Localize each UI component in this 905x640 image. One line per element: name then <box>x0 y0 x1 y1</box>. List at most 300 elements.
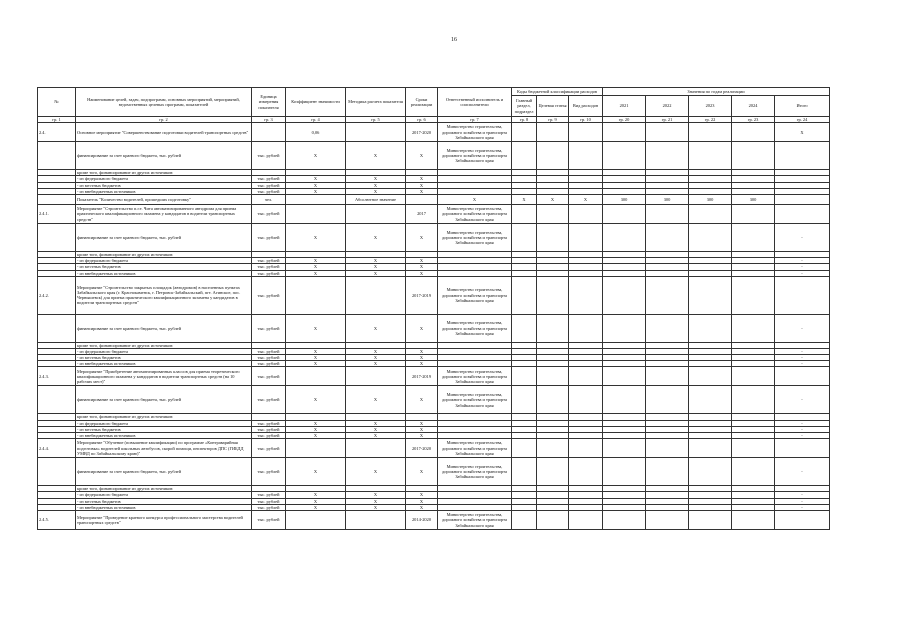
row-unit: тыс. рублей <box>252 223 286 251</box>
col-budget-group: Коды бюджетной классификации расходов <box>512 88 603 96</box>
row-exec: Министерство строительства, дорожного хозяйства и транспорта Забайкальского края <box>438 314 512 342</box>
row-method: Х <box>346 361 406 367</box>
row-total: - <box>775 426 830 432</box>
row-name: Мероприятие "Строительство п.г.т. Чита автоматизированного автодрома для приема практического квалификационного экзамена у кандидатов в водители транспортных средств" <box>76 204 252 223</box>
row-method: Х <box>346 264 406 270</box>
row-method: Х <box>346 270 406 276</box>
row-total: - <box>775 348 830 354</box>
row-total: - <box>775 492 830 498</box>
row-name: Основное мероприятие "Совершенствование подготовки водителей транспортных средств" <box>76 123 252 142</box>
row-total <box>775 276 830 314</box>
page-number: 16 <box>451 37 457 43</box>
row-total: - <box>775 386 830 414</box>
row-term: Х <box>406 420 438 426</box>
row-term: 2017-2020 <box>406 439 438 458</box>
row-method: Абсолютное значение <box>346 194 406 204</box>
row-unit: тыс. рублей <box>252 348 286 354</box>
row-name: - из местных бюджетов <box>76 264 252 270</box>
row-unit: тыс. рублей <box>252 426 286 432</box>
table-row <box>38 458 830 486</box>
row-2021 <box>603 458 646 486</box>
table-row <box>38 194 830 204</box>
row-method <box>346 276 406 314</box>
row-budget-target <box>537 439 569 458</box>
row-coef <box>286 510 346 529</box>
row-budget-target <box>537 510 569 529</box>
row-term: 2017-2019 <box>406 367 438 386</box>
row-budget-target: Х <box>537 194 569 204</box>
row-exec: Х <box>438 194 512 204</box>
row-budget-section <box>512 458 537 486</box>
row-method: Х <box>346 142 406 170</box>
column-number: гр. 2 <box>76 117 252 123</box>
column-number: гр. 9 <box>537 117 569 123</box>
row-method <box>346 204 406 223</box>
row-method: Х <box>346 258 406 264</box>
row-2023 <box>689 367 732 386</box>
row-name: Показатель "Количество водителей, прошедших подготовку" <box>76 194 252 204</box>
table-row <box>38 276 830 314</box>
row-coef: Х <box>286 176 346 182</box>
row-coef: Х <box>286 426 346 432</box>
row-coef: Х <box>286 348 346 354</box>
row-2022 <box>646 439 689 458</box>
row-2023 <box>689 204 732 223</box>
row-total: - <box>775 223 830 251</box>
row-total <box>775 142 830 170</box>
row-name: Мероприятие "Обучение (повышение квалификации) по программе «Контраварийная подготовка» водителей школьных автобусов, скорой помощи, инспекторов ДПС (ГИБДД УМВД по Забайкальскому краю)" <box>76 439 252 458</box>
row-2024 <box>732 458 775 486</box>
row-name: Мероприятие "Проведение краевого конкурса профессионального мастерства водителей транспортных средств" <box>76 510 252 529</box>
row-exec: Министерство строительства, дорожного хозяйства и транспорта Забайкальского края <box>438 367 512 386</box>
row-2022 <box>646 510 689 529</box>
row-budget-kind: Х <box>569 194 603 204</box>
row-coef <box>286 194 346 204</box>
row-method: Х <box>346 504 406 510</box>
row-2021 <box>603 223 646 251</box>
row-term: 2017-2020 <box>406 123 438 142</box>
row-unit: тыс. рублей <box>252 498 286 504</box>
row-total: - <box>775 355 830 361</box>
row-budget-target <box>537 204 569 223</box>
table-row <box>38 367 830 386</box>
row-unit: тыс. рублей <box>252 204 286 223</box>
row-coef: Х <box>286 258 346 264</box>
row-2021 <box>603 510 646 529</box>
row-exec: Министерство строительства, дорожного хозяйства и транспорта Забайкальского края <box>438 439 512 458</box>
row-budget-target <box>537 223 569 251</box>
row-number <box>38 223 76 251</box>
row-name: - из местных бюджетов <box>76 498 252 504</box>
row-2023: 300 <box>689 194 732 204</box>
row-total <box>775 194 830 204</box>
row-budget-kind <box>569 439 603 458</box>
row-2023 <box>689 458 732 486</box>
row-method: Х <box>346 492 406 498</box>
row-budget-section <box>512 223 537 251</box>
row-number: 2.4.5. <box>38 510 76 529</box>
row-budget-kind <box>569 458 603 486</box>
row-method: Х <box>346 498 406 504</box>
row-exec: Министерство строительства, дорожного хозяйства и транспорта Забайкальского края <box>438 204 512 223</box>
table-row <box>38 314 830 342</box>
row-coef: 0,06 <box>286 123 346 142</box>
row-budget-target <box>537 458 569 486</box>
row-term: Х <box>406 504 438 510</box>
row-budget-kind <box>569 123 603 142</box>
row-budget-kind <box>569 276 603 314</box>
row-name: Мероприятие "Приобретение автоматизированных классов для приема теоретического квалификационного экзамена у кандидатов в водители транспортных средств (на 10 рабочих мест)" <box>76 367 252 386</box>
table-row <box>38 204 830 223</box>
row-total <box>775 204 830 223</box>
row-budget-kind <box>569 367 603 386</box>
col-b-target: Целевая статья <box>537 96 569 117</box>
row-number <box>38 142 76 170</box>
row-2023 <box>689 439 732 458</box>
row-name: кроме того, финансирование из других источников: <box>76 342 252 348</box>
row-exec: Министерство строительства, дорожного хозяйства и транспорта Забайкальского края <box>438 276 512 314</box>
row-total <box>775 367 830 386</box>
row-unit: тыс. рублей <box>252 182 286 188</box>
row-unit: тыс. рублей <box>252 314 286 342</box>
row-exec: Министерство строительства, дорожного хозяйства и транспорта Забайкальского края <box>438 386 512 414</box>
row-budget-section <box>512 314 537 342</box>
row-name: - из внебюджетных источников <box>76 361 252 367</box>
table-row <box>38 386 830 414</box>
row-budget-target <box>537 386 569 414</box>
row-term: Х <box>406 182 438 188</box>
row-term: Х <box>406 142 438 170</box>
table-row <box>38 142 830 170</box>
column-number: гр. 21 <box>646 117 689 123</box>
column-number: гр. 3 <box>252 117 286 123</box>
col-2024: 2024 <box>732 96 775 117</box>
row-unit: тыс. рублей <box>252 492 286 498</box>
row-term: Х <box>406 426 438 432</box>
row-coef: Х <box>286 492 346 498</box>
row-term: Х <box>406 361 438 367</box>
row-2024 <box>732 439 775 458</box>
row-name: финансирование за счет краевого бюджета, тыс. рублей <box>76 142 252 170</box>
col-coef: Коэффициент значимости <box>286 88 346 117</box>
row-2021 <box>603 386 646 414</box>
row-2021 <box>603 276 646 314</box>
row-term: Х <box>406 264 438 270</box>
row-budget-target <box>537 367 569 386</box>
row-term: 2017 <box>406 204 438 223</box>
row-total: - <box>775 504 830 510</box>
row-2024 <box>732 223 775 251</box>
row-number: 2.4.2. <box>38 276 76 314</box>
row-total: - <box>775 433 830 439</box>
row-budget-section <box>512 123 537 142</box>
row-name: финансирование за счет краевого бюджета, тыс. рублей <box>76 223 252 251</box>
row-total: - <box>775 270 830 276</box>
row-name: финансирование за счет краевого бюджета, тыс. рублей <box>76 458 252 486</box>
row-unit: тыс. рублей <box>252 361 286 367</box>
row-2023 <box>689 123 732 142</box>
row-unit: тыс. рублей <box>252 188 286 194</box>
row-number: 2.4.1. <box>38 204 76 223</box>
table-row <box>38 439 830 458</box>
row-total: - <box>775 458 830 486</box>
column-number: гр. 6 <box>406 117 438 123</box>
row-2022: 300 <box>646 194 689 204</box>
row-name: кроме того, финансирование из других источников: <box>76 170 252 176</box>
row-unit: тыс. рублей <box>252 176 286 182</box>
row-budget-target <box>537 314 569 342</box>
row-2022 <box>646 142 689 170</box>
row-2023 <box>689 314 732 342</box>
row-2021 <box>603 123 646 142</box>
column-number: гр. 7 <box>438 117 512 123</box>
row-unit: тыс. рублей <box>252 355 286 361</box>
column-number: гр. 23 <box>732 117 775 123</box>
row-coef: Х <box>286 264 346 270</box>
col-total: Итого <box>775 96 830 117</box>
row-budget-target <box>537 142 569 170</box>
row-2021 <box>603 204 646 223</box>
col-num: № <box>38 88 76 117</box>
row-coef: Х <box>286 223 346 251</box>
row-coef <box>286 204 346 223</box>
row-coef <box>286 439 346 458</box>
row-total: - <box>775 420 830 426</box>
row-term: Х <box>406 355 438 361</box>
row-method: Х <box>346 458 406 486</box>
table-body <box>38 123 830 530</box>
row-2024 <box>732 276 775 314</box>
row-coef: Х <box>286 361 346 367</box>
row-number: 2.4.4. <box>38 439 76 458</box>
row-name: - из федерального бюджета <box>76 176 252 182</box>
row-2022 <box>646 276 689 314</box>
row-exec: Министерство строительства, дорожного хозяйства и транспорта Забайкальского края <box>438 223 512 251</box>
row-unit: тыс. рублей <box>252 276 286 314</box>
row-exec: Министерство строительства, дорожного хозяйства и транспорта Забайкальского края <box>438 510 512 529</box>
col-b-kind: Вид расходов <box>569 96 603 117</box>
row-2023 <box>689 142 732 170</box>
row-term <box>406 194 438 204</box>
row-name: - из местных бюджетов <box>76 182 252 188</box>
col-years-group: Значения по годам реализации <box>603 88 830 96</box>
row-2021 <box>603 142 646 170</box>
row-term: Х <box>406 458 438 486</box>
row-method: Х <box>346 426 406 432</box>
row-2022 <box>646 223 689 251</box>
row-method: Х <box>346 386 406 414</box>
column-number: гр. 10 <box>569 117 603 123</box>
row-coef: Х <box>286 504 346 510</box>
row-number <box>38 314 76 342</box>
row-coef: Х <box>286 142 346 170</box>
row-unit: чел. <box>252 194 286 204</box>
row-unit: тыс. рублей <box>252 510 286 529</box>
row-term: 2014-2020 <box>406 510 438 529</box>
col-2023: 2023 <box>689 96 732 117</box>
row-unit: тыс. рублей <box>252 386 286 414</box>
row-2021: 300 <box>603 194 646 204</box>
row-coef: Х <box>286 498 346 504</box>
row-unit: тыс. рублей <box>252 142 286 170</box>
row-2024 <box>732 314 775 342</box>
column-number: гр. 8 <box>512 117 537 123</box>
row-budget-section <box>512 386 537 414</box>
row-number: 2.4. <box>38 123 76 142</box>
col-name: Наименование целей, задач, подпрограмм, основных мероприятий, мероприятий, ведомственных целевых программ, показателей <box>76 88 252 117</box>
row-exec: Министерство строительства, дорожного хозяйства и транспорта Забайкальского края <box>438 458 512 486</box>
row-term: Х <box>406 176 438 182</box>
col-2021: 2021 <box>603 96 646 117</box>
row-unit: тыс. рублей <box>252 270 286 276</box>
table-row <box>38 223 830 251</box>
row-method <box>346 123 406 142</box>
row-total: - <box>775 314 830 342</box>
row-name: - из местных бюджетов <box>76 426 252 432</box>
row-coef: Х <box>286 314 346 342</box>
row-2024: 300 <box>732 194 775 204</box>
row-2024 <box>732 204 775 223</box>
row-method: Х <box>346 420 406 426</box>
column-number: гр. 20 <box>603 117 646 123</box>
row-name: - из внебюджетных источников <box>76 270 252 276</box>
row-coef: Х <box>286 182 346 188</box>
row-name: - из федерального бюджета <box>76 492 252 498</box>
row-2024 <box>732 367 775 386</box>
row-2022 <box>646 204 689 223</box>
row-term: Х <box>406 492 438 498</box>
row-name: Мероприятие "Строительство закрытых площадок (автодромов) в населенных пунктах Забайкальского края (г. Краснокаменск, г. Петровск-Забайкальский, пгт. Агинское, пос. Чернышевск) для приема практического квалификационного экзамена у кандидатов в водители транспортных средств" <box>76 276 252 314</box>
row-term: 2017-2019 <box>406 276 438 314</box>
row-name: - из федерального бюджета <box>76 420 252 426</box>
row-2024 <box>732 123 775 142</box>
row-coef <box>286 276 346 314</box>
row-budget-kind <box>569 223 603 251</box>
row-total: Х <box>775 123 830 142</box>
row-name: финансирование за счет краевого бюджета, тыс. рублей <box>76 314 252 342</box>
row-2022 <box>646 123 689 142</box>
column-number: гр. 1 <box>38 117 76 123</box>
row-2021 <box>603 314 646 342</box>
row-total: - <box>775 264 830 270</box>
row-term: Х <box>406 270 438 276</box>
row-2024 <box>732 510 775 529</box>
column-number: гр. 24 <box>775 117 830 123</box>
row-unit: тыс. рублей <box>252 458 286 486</box>
row-exec: Министерство строительства, дорожного хозяйства и транспорта Забайкальского края <box>438 123 512 142</box>
row-total: - <box>775 258 830 264</box>
row-2022 <box>646 386 689 414</box>
row-exec: Министерство строительства, дорожного хозяйства и транспорта Забайкальского края <box>438 142 512 170</box>
row-method: Х <box>346 314 406 342</box>
table-row <box>38 510 830 529</box>
column-number: гр. 5 <box>346 117 406 123</box>
row-method <box>346 510 406 529</box>
row-total <box>775 439 830 458</box>
row-term: Х <box>406 314 438 342</box>
row-coef <box>286 367 346 386</box>
row-2023 <box>689 510 732 529</box>
row-method <box>346 439 406 458</box>
row-budget-section <box>512 510 537 529</box>
row-budget-section <box>512 142 537 170</box>
row-method: Х <box>346 182 406 188</box>
col-2022: 2022 <box>646 96 689 117</box>
row-2022 <box>646 367 689 386</box>
row-term: Х <box>406 433 438 439</box>
row-term: Х <box>406 498 438 504</box>
row-name: - из федерального бюджета <box>76 348 252 354</box>
row-coef: Х <box>286 420 346 426</box>
row-name: - из внебюджетных источников <box>76 504 252 510</box>
row-budget-kind <box>569 204 603 223</box>
row-name: кроме того, финансирование из других источников: <box>76 414 252 420</box>
row-method: Х <box>346 348 406 354</box>
row-2023 <box>689 276 732 314</box>
row-method: Х <box>346 355 406 361</box>
row-name: - из внебюджетных источников <box>76 188 252 194</box>
table-row <box>38 123 830 142</box>
row-coef: Х <box>286 270 346 276</box>
row-name: - из местных бюджетов <box>76 355 252 361</box>
column-number: гр. 22 <box>689 117 732 123</box>
row-2023 <box>689 386 732 414</box>
row-term: Х <box>406 386 438 414</box>
row-budget-kind <box>569 510 603 529</box>
col-method: Методика расчета показателя <box>346 88 406 117</box>
row-total <box>775 510 830 529</box>
row-2023 <box>689 223 732 251</box>
row-budget-section <box>512 439 537 458</box>
row-number: 2.4.3. <box>38 367 76 386</box>
row-name: - из федерального бюджета <box>76 258 252 264</box>
row-unit: тыс. рублей <box>252 439 286 458</box>
row-coef: Х <box>286 386 346 414</box>
row-unit: тыс. рублей <box>252 420 286 426</box>
row-unit: тыс. рублей <box>252 504 286 510</box>
row-budget-section: Х <box>512 194 537 204</box>
row-unit: тыс. рублей <box>252 258 286 264</box>
row-method: Х <box>346 223 406 251</box>
row-2021 <box>603 367 646 386</box>
row-2021 <box>603 439 646 458</box>
row-name: финансирование за счет краевого бюджета, тыс. рублей <box>76 386 252 414</box>
row-budget-target <box>537 276 569 314</box>
row-2024 <box>732 386 775 414</box>
row-total: - <box>775 361 830 367</box>
program-table <box>37 87 830 530</box>
row-2022 <box>646 458 689 486</box>
row-term: Х <box>406 188 438 194</box>
row-name: кроме того, финансирование из других источников: <box>76 486 252 492</box>
row-term: Х <box>406 258 438 264</box>
row-method <box>346 367 406 386</box>
row-number <box>38 194 76 204</box>
row-method: Х <box>346 433 406 439</box>
row-budget-kind <box>569 386 603 414</box>
row-method: Х <box>346 188 406 194</box>
row-2024 <box>732 142 775 170</box>
row-unit: тыс. рублей <box>252 264 286 270</box>
row-budget-section <box>512 276 537 314</box>
row-unit: тыс. рублей <box>252 433 286 439</box>
row-budget-kind <box>569 142 603 170</box>
row-budget-kind <box>569 314 603 342</box>
row-number <box>38 458 76 486</box>
row-number <box>38 386 76 414</box>
row-term: Х <box>406 348 438 354</box>
row-name: - из внебюджетных источников <box>76 433 252 439</box>
